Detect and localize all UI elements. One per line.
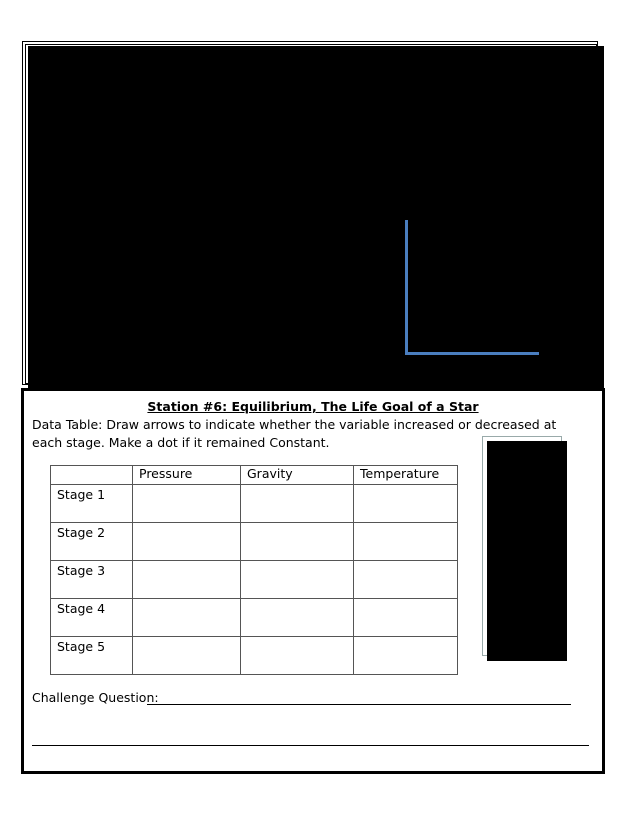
table-cell[interactable] [133,561,241,599]
table-header-row [51,466,458,485]
table-cell[interactable] [241,599,354,637]
table-header-cell: Temperature [354,466,458,485]
table-row [51,599,458,637]
table-cell[interactable] [354,523,458,561]
challenge-answer-line[interactable] [147,704,571,705]
table-header-cell: Pressure [133,466,241,485]
stage-label: Stage 4 [51,599,133,637]
table-cell[interactable] [133,485,241,523]
table-row [51,523,458,561]
top-image-panel [28,46,604,391]
table-cell[interactable] [354,485,458,523]
table-cell[interactable] [354,561,458,599]
data-table [50,465,458,675]
side-image-panel [487,441,567,661]
table-cell[interactable] [354,637,458,675]
stage-label: Stage 2 [51,523,133,561]
challenge-label: Challenge Question: [32,690,159,705]
table-row [51,561,458,599]
table-row [51,485,458,523]
table-header-cell [51,466,133,485]
stage-label: Stage 3 [51,561,133,599]
table-cell[interactable] [133,599,241,637]
stage-label: Stage 5 [51,637,133,675]
stage-label: Stage 1 [51,485,133,523]
table-row [51,637,458,675]
instructions-text: Data Table: Draw arrows to indicate whether the variable increased or decreased at each stage. Make a dot if it remained Constant. [32,417,557,450]
table-cell[interactable] [133,637,241,675]
table-cell[interactable] [241,637,354,675]
table-cell[interactable] [133,523,241,561]
table-cell[interactable] [241,523,354,561]
table-cell[interactable] [354,599,458,637]
table-cell[interactable] [241,485,354,523]
l-shape-horizontal-line [405,352,539,355]
table-cell[interactable] [241,561,354,599]
answer-line[interactable] [32,745,589,746]
l-shape-vertical-line [405,220,408,355]
station-title: Station #6: Equilibrium, The Life Goal of a Star [147,399,479,414]
table-header-cell: Gravity [241,466,354,485]
